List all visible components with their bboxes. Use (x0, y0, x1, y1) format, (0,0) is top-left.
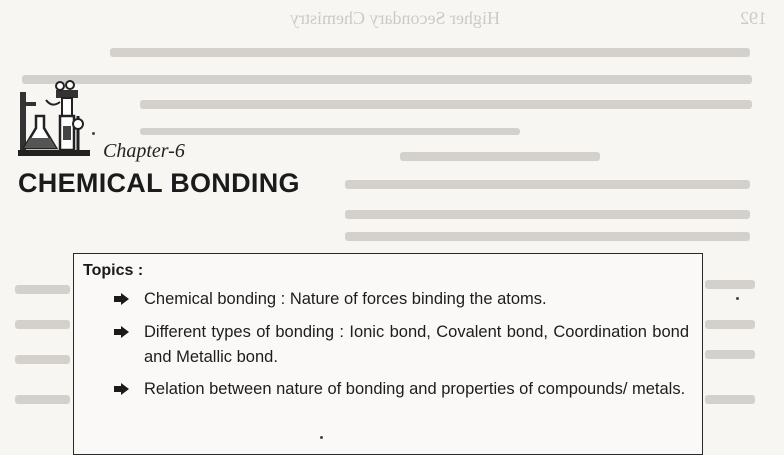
speck (92, 132, 95, 135)
running-head: Higher Secondary Chemistry (290, 8, 500, 28)
chapter-title: CHEMICAL BONDING (18, 168, 300, 198)
arrow-right-bullet-icon (114, 383, 129, 395)
page-number: 192 (740, 8, 767, 28)
speck (736, 297, 739, 300)
topics-box (73, 253, 703, 455)
topic-text: Chemical bonding : Nature of forces binding the atoms. (144, 290, 547, 308)
topic-item (144, 377, 689, 402)
speck (320, 436, 323, 439)
chapter-label: Chapter-6 (103, 140, 185, 162)
arrow-right-bullet-icon (114, 326, 129, 338)
topics-heading: Topics : (83, 262, 144, 279)
chemistry-lab-flask-icon (16, 80, 98, 162)
topic-item (144, 320, 689, 370)
topic-item (144, 287, 689, 312)
topic-text: Different types of bonding : Ionic bond, Covalent bond, Coordination bond and Metallic bond. (144, 323, 689, 366)
arrow-right-bullet-icon (114, 293, 129, 305)
topic-text: Relation between nature of bonding and properties of compounds/ metals. (144, 380, 686, 398)
